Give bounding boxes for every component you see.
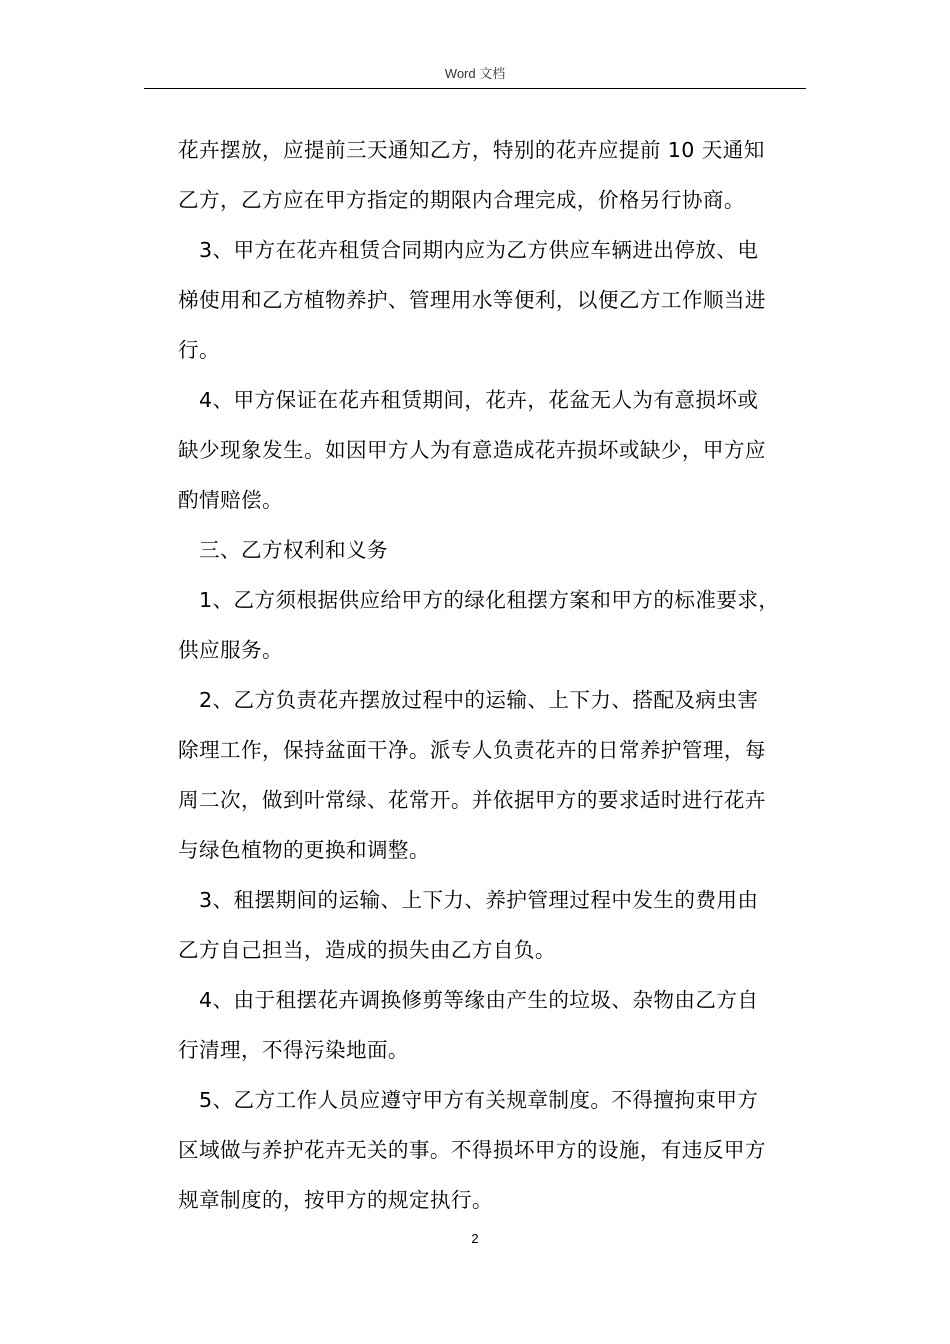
text-line: 缺少现象发生。如因甲方人为有意造成花卉损坏或缺少，甲方应 (178, 438, 766, 462)
paragraph-clause-3 (178, 225, 806, 375)
page-number: 2 (471, 1231, 479, 1246)
text-line: 乙方，乙方应在甲方指定的期限内合理完成，价格另行协商。 (178, 188, 745, 212)
text-line: 行。 (178, 338, 220, 362)
header-divider (144, 88, 806, 89)
paragraph-clause-5 (178, 1075, 806, 1225)
paragraph-clause-4 (178, 375, 806, 525)
text-line: 与绿色植物的更换和调整。 (178, 838, 430, 862)
paragraph-clause-2 (178, 675, 806, 875)
text-line: 酌情赔偿。 (178, 488, 283, 512)
text-line: 三、乙方权利和义务 (199, 538, 388, 562)
text-line: 周二次，做到叶常绿、花常开。并依据甲方的要求适时进行花卉 (178, 788, 766, 812)
paragraph-clause-4b (178, 975, 806, 1075)
text-line: 2、乙方负责花卉摆放过程中的运输、上下力、搭配及病虫害 (199, 688, 759, 712)
text-line: 3、甲方在花卉租赁合同期内应为乙方供应车辆进出停放、电 (199, 238, 759, 262)
text-line: 乙方自己担当，造成的损失由乙方自负。 (178, 938, 556, 962)
document-body (178, 125, 806, 1225)
paragraph-clause-1 (178, 575, 806, 675)
text-line: 3、租摆期间的运输、上下力、养护管理过程中发生的费用由 (199, 888, 759, 912)
text-line: 4、由于租摆花卉调换修剪等缘由产生的垃圾、杂物由乙方自 (199, 988, 759, 1012)
text-line: 1、乙方须根据供应给甲方的绿化租摆方案和甲方的标准要求， (199, 588, 780, 612)
text-line: 花卉摆放，应提前三天通知乙方，特别的花卉应提前 10 天通知 (178, 138, 765, 162)
paragraph-continuation (178, 125, 806, 225)
text-line: 5、乙方工作人员应遵守甲方有关规章制度。不得擅拘束甲方 (199, 1088, 759, 1112)
text-line: 除理工作，保持盆面干净。派专人负责花卉的日常养护管理，每 (178, 738, 766, 762)
text-line: 规章制度的，按甲方的规定执行。 (178, 1188, 493, 1212)
text-line: 4、甲方保证在花卉租赁期间，花卉，花盆无人为有意损坏或 (199, 388, 759, 412)
text-line: 区域做与养护花卉无关的事。不得损坏甲方的设施，有违反甲方 (178, 1138, 766, 1162)
page-header-title: Word 文档 (444, 66, 506, 81)
paragraph-clause-3b (178, 875, 806, 975)
text-line: 行清理，不得污染地面。 (178, 1038, 409, 1062)
text-line: 供应服务。 (178, 638, 283, 662)
section-heading (178, 525, 806, 575)
text-line: 梯使用和乙方植物养护、管理用水等便利，以便乙方工作顺当进 (178, 288, 766, 312)
